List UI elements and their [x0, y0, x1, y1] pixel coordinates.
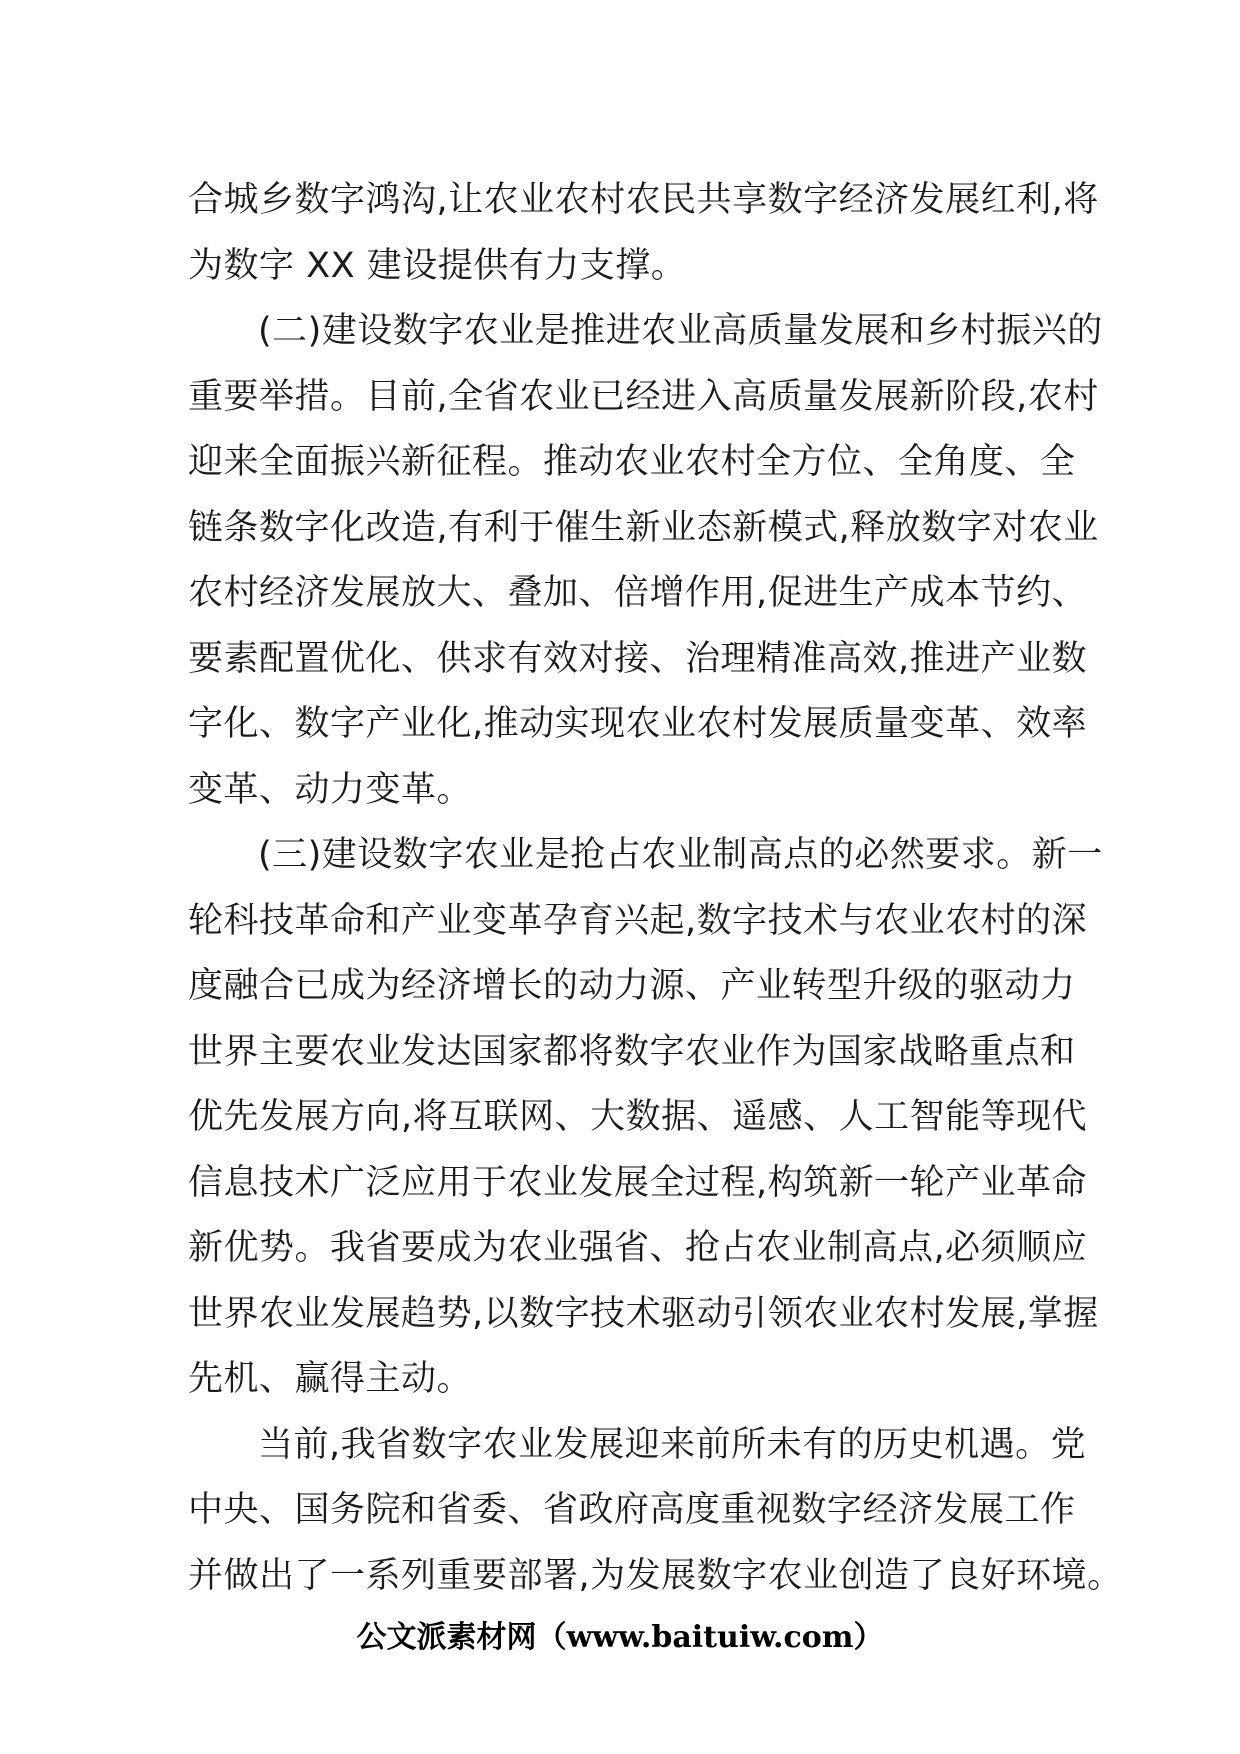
paragraph [188, 823, 1103, 1413]
paragraph [188, 299, 1103, 823]
text-line: 中央、国务院和省委、省政府高度重视数字经济发展工作 [188, 1490, 1076, 1530]
text-line: 信息技术广泛应用于农业发展全过程,构筑新一轮产业革命 [188, 1162, 1088, 1203]
paragraph [188, 1413, 1123, 1610]
text-line: 要素配置优化、供求有效对接、治理精准高效,推进产业数 [188, 638, 1088, 679]
text-line: 先机、赢得主动。 [188, 1359, 473, 1399]
text-line: 为数字 XX 建设提供有力支撑。 [188, 245, 687, 286]
text-line: 世界农业发展趋势,以数字技术驱动引领农业农村发展,掌握 [188, 1293, 1099, 1334]
text-line: 链条数字化改造,有利于催生新业态新模式,释放数字对农业 [188, 507, 1099, 548]
text-line: 当前,我省数字农业发展迎来前所未有的历史机遇。党 [258, 1424, 1087, 1465]
text-line: 并做出了一系列重要部署,为发展数字农业创造了良好环境。 [188, 1555, 1123, 1596]
text-line: 迎来全面振兴新征程。推动农业农村全方位、全角度、全 [188, 442, 1076, 482]
text-line: 世界主要农业发达国家都将数字农业作为国家战略重点和 [188, 1031, 1076, 1072]
text-line: 轮科技革命和产业变革孕育兴起,数字技术与农业农村的深 [188, 900, 1088, 941]
text-line: 新优势。我省要成为农业强省、抢占农业制高点,必须顺应 [188, 1228, 1088, 1268]
text-line: 度融合已成为经济增长的动力源、产业转型升级的驱动力 [188, 966, 1076, 1006]
text-line: 变革、动力变革。 [188, 769, 473, 810]
footer-watermark: 公文派素材网（www.baituiw.com） [356, 1620, 884, 1655]
text-line: (三)建设数字农业是抢占农业制高点的必然要求。新一 [258, 835, 1103, 875]
text-line: (二)建设数字农业是推进农业高质量发展和乡村振兴的 [258, 311, 1103, 351]
text-line: 字化、数字产业化,推动实现农业农村发展质量变革、效率 [188, 704, 1088, 744]
text-line: 重要举措。目前,全省农业已经进入高质量发展新阶段,农村 [188, 376, 1099, 417]
text-line: 农村经济发展放大、叠加、倍增作用,促进生产成本节约、 [188, 573, 1088, 613]
text-line: 合城乡数字鸿沟,让农业农村农民共享数字经济发展红利,将 [188, 180, 1099, 220]
document-body [188, 168, 1123, 1609]
paragraph [188, 168, 1099, 299]
text-line: 优先发展方向,将互联网、大数据、遥感、人工智能等现代 [188, 1097, 1088, 1137]
